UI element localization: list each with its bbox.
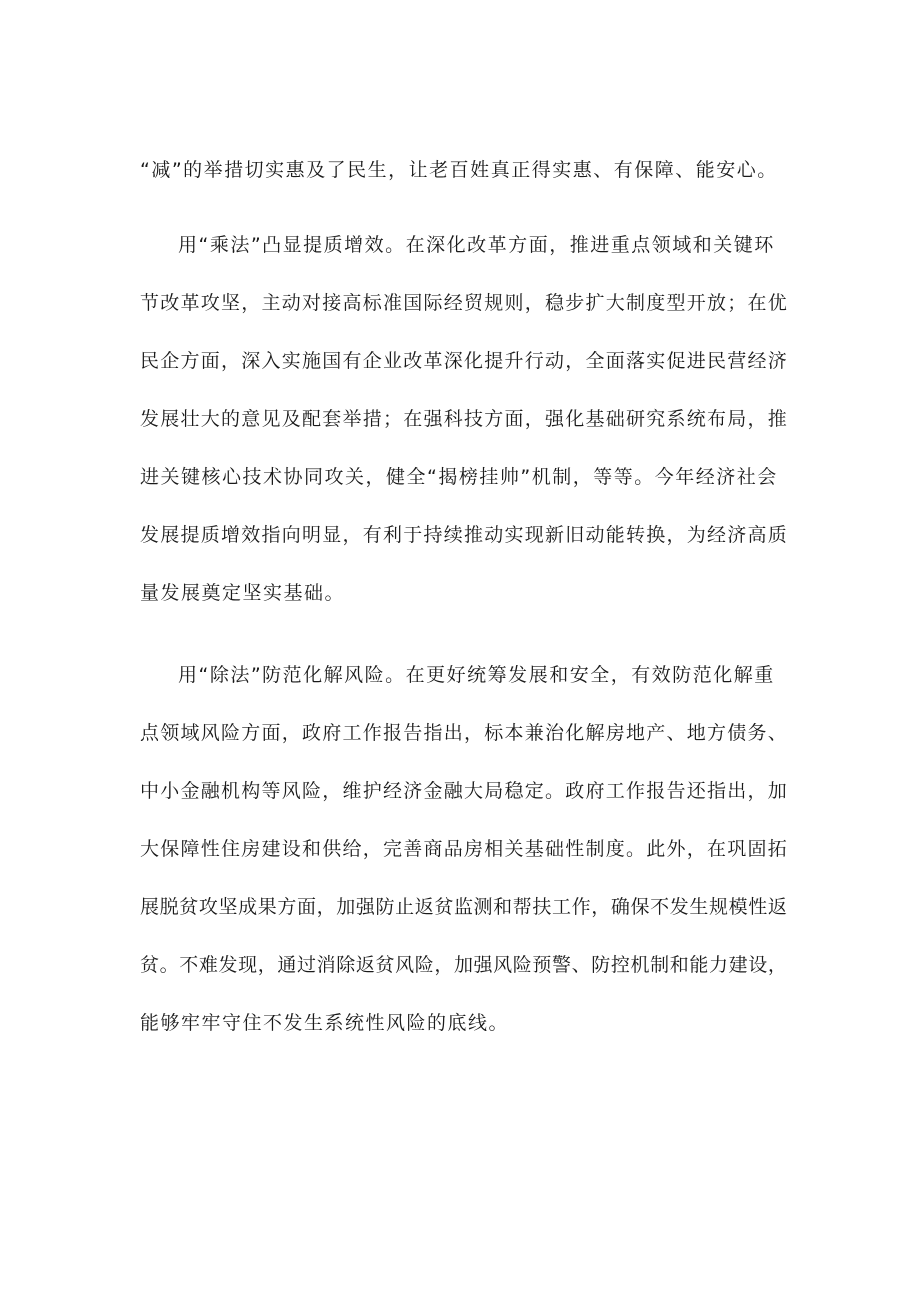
paragraph-line: 中小金融机构等风险，维护经济金融大局稳定。政府工作报告还指出，加 [140, 780, 789, 802]
paragraph-line: 能够牢牢守住不发生系统性风险的底线。 [140, 1012, 510, 1034]
paragraph-line: 发展提质增效指向明显，有利于持续推动实现新旧动能转换，为经济高质 [140, 524, 789, 546]
paragraph-jian-conclusion [140, 141, 788, 199]
paragraph-line: 用“除法”防范化解风险。在更好统筹发展和安全，有效防范化解重 [178, 664, 775, 686]
paragraph-line: 发展壮大的意见及配套举措；在强科技方面，强化基础研究系统布局，推 [140, 408, 789, 430]
paragraph-line: 点领域风险方面，政府工作报告指出，标本兼治化解房地产、地方债务、 [140, 722, 789, 744]
paragraph-line: 量发展奠定坚实基础。 [140, 582, 346, 604]
paragraph-line: 用“乘法”凸显提质增效。在深化改革方面，推进重点领域和关键环 [178, 234, 775, 256]
paragraph-line: “减”的举措切实惠及了民生，让老百姓真正得实惠、有保障、能安心。 [140, 159, 778, 181]
paragraph-multiplication [140, 216, 788, 622]
paragraph-line: 节改革攻坚，主动对接高标准国际经贸规则，稳步扩大制度型开放；在优 [140, 292, 789, 314]
paragraph-line: 贫。不难发现，通过消除返贫风险，加强风险预警、防控机制和能力建设， [140, 954, 788, 976]
paragraph-line: 进关键核心技术协同攻关，健全“揭榜挂帅”机制，等等。今年经济社会 [140, 466, 778, 488]
paragraph-line: 展脱贫攻坚成果方面，加强防止返贫监测和帮扶工作，确保不发生规模性返 [140, 896, 788, 918]
paragraph-division [140, 646, 788, 1052]
paragraph-line: 民企方面，深入实施国有企业改革深化提升行动，全面落实促进民营经济 [140, 350, 789, 372]
paragraph-line: 大保障性住房建设和供给，完善商品房相关基础性制度。此外，在巩固拓 [140, 838, 789, 860]
